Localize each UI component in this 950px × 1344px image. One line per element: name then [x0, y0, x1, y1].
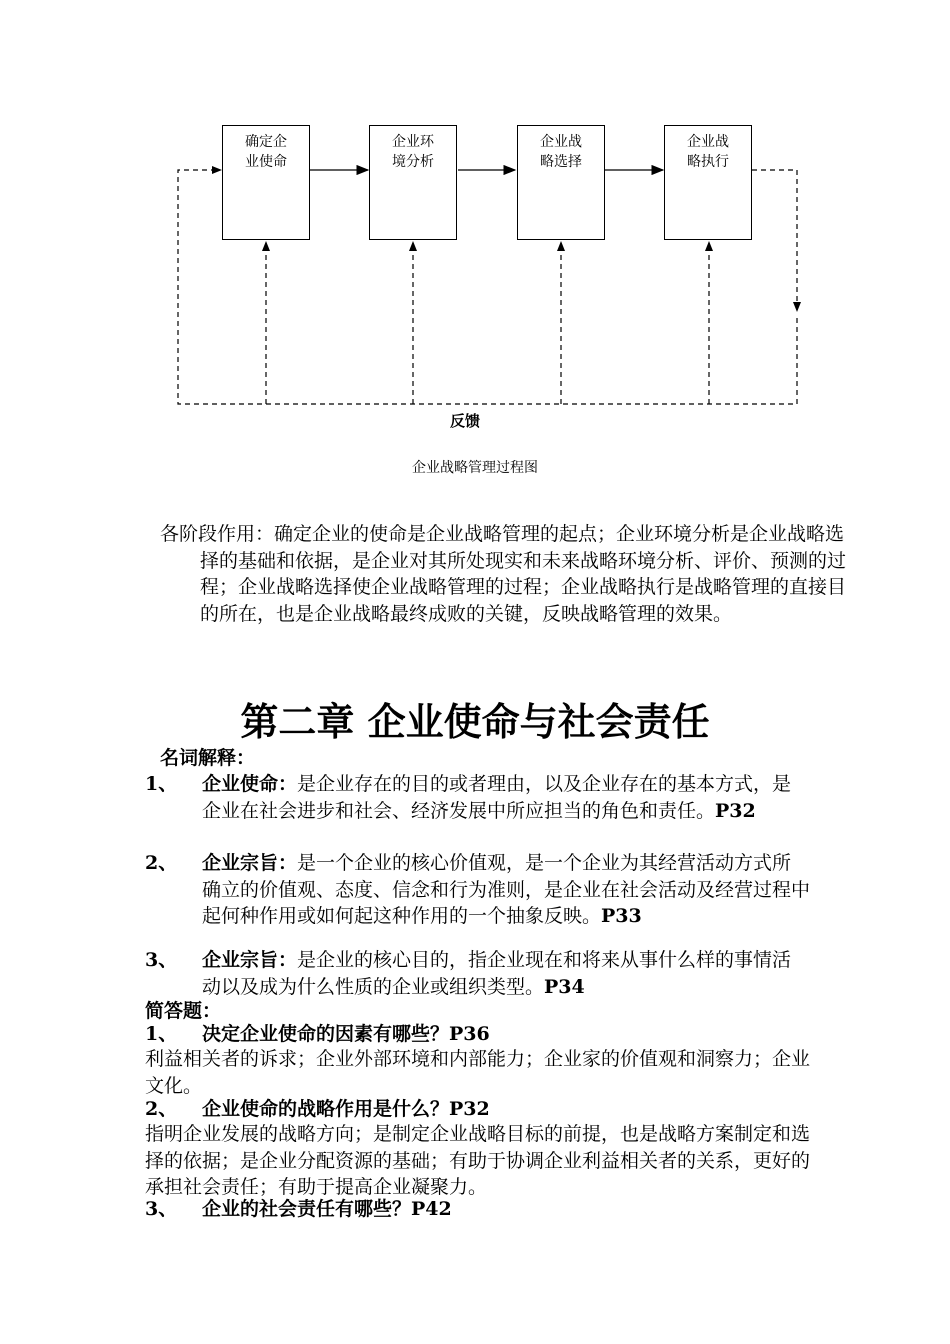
chapter-title: 第二章 企业使命与社会责任 [240, 699, 710, 744]
qa-heading: 简答题： [145, 1000, 222, 1022]
feedback-arrowhead-up-3 [557, 241, 565, 251]
question-text: 企业的社会责任有哪些？P42 [202, 1198, 452, 1220]
question-1 [145, 1021, 810, 1048]
term-page: P34 [544, 975, 585, 998]
box-environment-analysis: 企业环 境分析 [369, 125, 457, 240]
feedback-arrowhead-down [793, 302, 801, 312]
term-item-2 [145, 850, 810, 930]
box-strategy-execution: 企业战 略执行 [664, 125, 752, 240]
box-determine-mission: 确定企 业使命 [222, 125, 310, 240]
box-strategy-selection: 企业战 略选择 [517, 125, 605, 240]
term-name: 企业宗旨： [202, 949, 298, 971]
feedback-label: 反馈 [449, 412, 480, 430]
term-number: 2、 [145, 852, 178, 874]
question-text: 企业使命的战略作用是什么？P32 [202, 1098, 490, 1120]
term-definition: 是企业的核心目的，指企业现在和将来从事什么样的事情活动以及成为什么性质的企业或组织类型。 [202, 949, 792, 998]
term-item-3 [145, 947, 810, 1000]
terms-heading: 名词解释： [160, 747, 256, 769]
answer-1: 利益相关者的诉求；企业外部环境和内部能力；企业家的价值观和洞察力；企业文化。 [145, 1048, 811, 1097]
feedback-arrowhead-left [212, 166, 222, 174]
question-number: 1、 [145, 1023, 178, 1045]
term-item-1 [145, 771, 810, 824]
term-name: 企业宗旨： [202, 852, 298, 874]
term-number: 1、 [145, 773, 178, 795]
question-number: 3、 [145, 1198, 178, 1220]
feedback-arrowhead-up-4 [705, 241, 713, 251]
feedback-arrowhead-up-2 [409, 241, 417, 251]
question-3 [145, 1196, 810, 1223]
term-definition: 是一个企业的核心价值观，是一个企业为其经营活动方式所确立的价值观、态度、信念和行为准则，是企业在社会活动及经营过程中起何种作用或如何起这种作用的一个抽象反映。 [202, 852, 811, 927]
term-definition: 是企业存在的目的或者理由，以及企业存在的基本方式，是企业在社会进步和社会、经济发展中所应担当的角色和责任。 [202, 773, 792, 822]
question-text: 决定企业使命的因素有哪些？P36 [202, 1023, 490, 1045]
term-name: 企业使命： [202, 773, 298, 795]
term-page: P32 [715, 799, 756, 822]
feedback-right-path [752, 170, 797, 305]
stage-roles-paragraph: 各阶段作用：确定企业的使命是企业战略管理的起点；企业环境分析是企业战略选择的基础和依据，是企业对其所处现实和未来战略环境分析、评价、预测的过程；企业战略选择使企业战略管理的过程；企业战略执行是战略管理的直接目的所在，也是企业战略最终成败的关键，反映战略管理的效果。 [160, 523, 847, 625]
term-page: P33 [601, 905, 642, 927]
question-number: 2、 [145, 1098, 178, 1120]
diagram-caption: 企业战略管理过程图 [412, 460, 538, 476]
feedback-arrowhead-up-1 [262, 241, 270, 251]
question-2 [145, 1096, 810, 1123]
term-number: 3、 [145, 949, 178, 971]
strategy-process-diagram [0, 0, 950, 490]
answer-2: 指明企业发展的战略方向；是制定企业战略目标的前提，也是战略方案制定和选择的依据；是企业分配资源的基础；有助于协调企业利益相关者的关系，更好的承担社会责任；有助于提高企业凝聚力。 [145, 1123, 811, 1198]
